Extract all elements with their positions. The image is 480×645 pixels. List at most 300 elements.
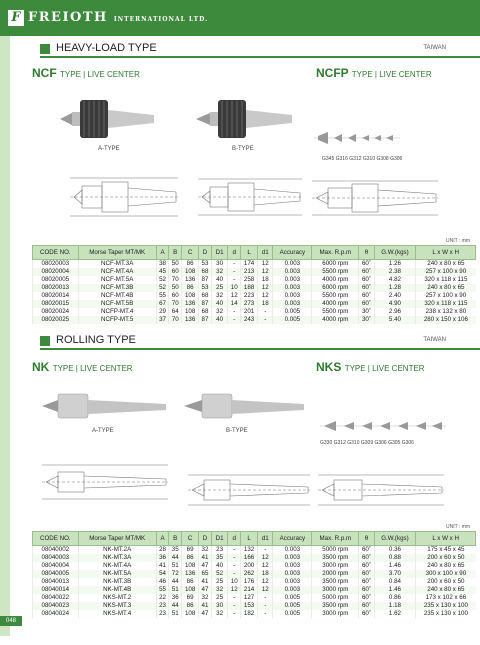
- table-cell: 12: [258, 284, 273, 292]
- table-cell: 136: [182, 276, 199, 284]
- table-cell: 200 x 60 x 50: [416, 554, 476, 562]
- table-cell: 52: [156, 276, 169, 284]
- table-cell: 35: [169, 546, 182, 555]
- column-header: L x W x H: [416, 246, 476, 260]
- table-cell: 29: [156, 308, 169, 316]
- table-cell: 12: [228, 586, 241, 594]
- caption-b-type: B-TYPE: [226, 428, 248, 434]
- table-row: [33, 300, 476, 308]
- table-cell: 1.18: [374, 602, 416, 610]
- table-cell: 280 x 150 x 106: [416, 316, 476, 324]
- table-cell: 12: [258, 586, 273, 594]
- table-row: [33, 292, 476, 300]
- table-cell: 65: [199, 570, 212, 578]
- table-cell: 60˚: [359, 586, 374, 594]
- table-cell: 18: [258, 300, 273, 308]
- table-cell: 40: [211, 300, 228, 308]
- table-cell: 6000 rpm: [312, 260, 359, 269]
- table-row: [33, 578, 476, 586]
- table-cell: 5500 rpm: [312, 268, 359, 276]
- table-cell: NKS-MT.2: [78, 594, 156, 602]
- drawing-b-type: [196, 174, 304, 220]
- table-cell: 1.62: [374, 610, 416, 618]
- table-cell: 38: [156, 260, 169, 269]
- section-title: ROLLING TYPE: [56, 334, 136, 346]
- column-header: L: [241, 246, 258, 260]
- table-cell: NCF-MT.3A: [78, 260, 156, 269]
- section-square-icon: [40, 336, 50, 346]
- table-cell: 5500 rpm: [312, 308, 359, 316]
- table-cell: 320 x 118 x 115: [416, 276, 476, 284]
- table-cell: 52: [211, 570, 228, 578]
- table-cell: 60˚: [359, 562, 374, 570]
- accessory-points-image: [312, 122, 402, 154]
- table-cell: 64: [169, 308, 182, 316]
- table-cell: 86: [182, 260, 199, 269]
- table-cell: 214: [241, 586, 258, 594]
- table-cell: 86: [182, 554, 199, 562]
- table-cell: -: [228, 610, 241, 618]
- table-row: [33, 284, 476, 292]
- table-cell: 0.003: [273, 276, 312, 284]
- table-cell: 3500 rpm: [312, 602, 359, 610]
- table-cell: 108: [182, 268, 199, 276]
- table-cell: 1.46: [374, 562, 416, 570]
- table-cell: 41: [199, 578, 212, 586]
- table-cell: 86: [182, 602, 199, 610]
- table-cell: 4000 rpm: [312, 300, 359, 308]
- table-cell: 60˚: [359, 284, 374, 292]
- table-cell: 08020004: [33, 268, 79, 276]
- brand-name: FREIOTH INTERNATIONAL LTD.: [28, 10, 209, 25]
- table-cell: NK-MT.3B: [78, 578, 156, 586]
- table-cell: 55: [156, 292, 169, 300]
- table-cell: -: [228, 268, 241, 276]
- table-cell: 40: [211, 276, 228, 284]
- table-cell: 0.86: [374, 594, 416, 602]
- table-cell: 174: [241, 260, 258, 269]
- column-header: Max. R.p.m: [312, 532, 359, 546]
- table-cell: 87: [199, 300, 212, 308]
- table-cell: 68: [199, 292, 212, 300]
- table-cell: 69: [182, 546, 199, 555]
- column-header: A: [156, 246, 169, 260]
- table-cell: 223: [241, 292, 258, 300]
- table-cell: 70: [169, 316, 182, 324]
- table-cell: 0.003: [273, 268, 312, 276]
- table-cell: 136: [182, 570, 199, 578]
- table-cell: 0.84: [374, 578, 416, 586]
- table-cell: 273: [241, 300, 258, 308]
- table-cell: 67: [156, 300, 169, 308]
- table-cell: NCF-MT.5B: [78, 300, 156, 308]
- model-heading-ncfp: NCFP TYPE | LIVE CENTER: [316, 66, 432, 80]
- column-header: θ: [359, 532, 374, 546]
- table-cell: 238 x 132 x 80: [416, 308, 476, 316]
- table-cell: -: [228, 276, 241, 284]
- table-cell: 3500 rpm: [312, 578, 359, 586]
- table-cell: 243: [241, 316, 258, 324]
- table-cell: 14: [228, 300, 241, 308]
- table-cell: 35: [211, 554, 228, 562]
- section-header-heavy-load: [40, 42, 480, 58]
- column-header: d: [228, 246, 241, 260]
- table-cell: 08040014: [33, 586, 79, 594]
- column-header: d: [228, 532, 241, 546]
- table-cell: 32: [211, 308, 228, 316]
- table-row: [33, 562, 476, 570]
- table-row: [33, 276, 476, 284]
- table-cell: 0.005: [273, 610, 312, 618]
- column-header: CODE NO.: [33, 532, 79, 546]
- table-cell: 182: [241, 610, 258, 618]
- table-cell: NKS-MT.3: [78, 602, 156, 610]
- table-cell: 235 x 130 x 100: [416, 610, 476, 618]
- table-cell: 51: [169, 562, 182, 570]
- table-cell: NCF-MT.3B: [78, 284, 156, 292]
- table-cell: 41: [199, 602, 212, 610]
- table-cell: 60˚: [359, 292, 374, 300]
- table-cell: 0.003: [273, 546, 312, 555]
- drawing-nk-a: [40, 460, 170, 504]
- table-cell: 10: [228, 284, 241, 292]
- column-header: Morse Taper MT/MK: [78, 246, 156, 260]
- table-cell: 32: [199, 546, 212, 555]
- section-square-icon: [40, 44, 50, 54]
- table-cell: 0.36: [374, 546, 416, 555]
- table-cell: -: [258, 546, 273, 555]
- column-header: D1: [211, 246, 228, 260]
- column-header: Accuracy: [273, 246, 312, 260]
- table-cell: 0.003: [273, 292, 312, 300]
- drawing-ncfp: [310, 176, 440, 220]
- table-cell: 132: [241, 546, 258, 555]
- drawing-nk-b: [186, 470, 312, 510]
- table-cell: 60˚: [359, 268, 374, 276]
- table-header-row: [33, 532, 476, 546]
- table-cell: 3000 rpm: [312, 562, 359, 570]
- column-header: G.W.(kgs): [374, 532, 416, 546]
- table-cell: NK-MT.5A: [78, 570, 156, 578]
- column-header: B: [169, 246, 182, 260]
- table-cell: 136: [182, 300, 199, 308]
- table-cell: 40: [211, 562, 228, 570]
- table-cell: 136: [182, 316, 199, 324]
- table-cell: 08040002: [33, 546, 79, 555]
- table-cell: 51: [169, 610, 182, 618]
- table-cell: 08040004: [33, 562, 79, 570]
- table-cell: 69: [182, 594, 199, 602]
- model-heading-nk: NK TYPE | LIVE CENTER: [32, 360, 133, 374]
- table-cell: 30: [211, 260, 228, 269]
- caption-a-type: A-TYPE: [98, 146, 120, 152]
- table-cell: 30: [211, 602, 228, 610]
- table-cell: 51: [169, 586, 182, 594]
- table-cell: NK-MT.2A: [78, 546, 156, 555]
- section-tag: TAIWAN: [423, 45, 446, 51]
- table-cell: 40: [211, 316, 228, 324]
- table-cell: 70: [169, 300, 182, 308]
- table-cell: 240 x 80 x 65: [416, 562, 476, 570]
- table-cell: 153: [241, 602, 258, 610]
- table-cell: 23: [156, 610, 169, 618]
- table-cell: 3500 rpm: [312, 554, 359, 562]
- table-cell: NK-MT.3A: [78, 554, 156, 562]
- table-cell: 4.82: [374, 276, 416, 284]
- table-header-row: [33, 246, 476, 260]
- table-cell: 08040023: [33, 602, 79, 610]
- table-cell: 0.88: [374, 554, 416, 562]
- table-cell: 08020003: [33, 260, 79, 269]
- table-cell: 240 x 80 x 65: [416, 586, 476, 594]
- table-cell: 12: [258, 562, 273, 570]
- unit-label: UNIT : mm: [446, 524, 471, 530]
- table-cell: 41: [156, 562, 169, 570]
- model-heading-nks: NKS TYPE | LIVE CENTER: [316, 360, 425, 374]
- table-cell: NCF-MT.5A: [78, 276, 156, 284]
- table-cell: 262: [241, 570, 258, 578]
- brand-header: [0, 0, 480, 36]
- table-cell: 258: [241, 276, 258, 284]
- table-row: [33, 546, 476, 555]
- side-stripe: [0, 36, 10, 636]
- column-header: C: [182, 246, 199, 260]
- table-cell: 5500 rpm: [312, 292, 359, 300]
- table-cell: 240 x 80 x 65: [416, 260, 476, 269]
- table-cell: 23: [156, 602, 169, 610]
- table-cell: 3.70: [374, 570, 416, 578]
- table-cell: 70: [169, 276, 182, 284]
- table-cell: 32: [211, 586, 228, 594]
- table-cell: 2.96: [374, 308, 416, 316]
- table-cell: 4000 rpm: [312, 276, 359, 284]
- table-cell: 08020013: [33, 284, 79, 292]
- table-cell: -: [258, 594, 273, 602]
- table-cell: 30˚: [359, 308, 374, 316]
- table-cell: 201: [241, 308, 258, 316]
- table-cell: 50: [169, 284, 182, 292]
- table-cell: 60˚: [359, 554, 374, 562]
- table-cell: 1.28: [374, 284, 416, 292]
- table-cell: -: [258, 610, 273, 618]
- table-cell: 53: [199, 260, 212, 269]
- table-cell: 108: [182, 610, 199, 618]
- table-cell: NCF-MT.4B: [78, 292, 156, 300]
- table-cell: 6000 rpm: [312, 284, 359, 292]
- table-cell: 68: [199, 308, 212, 316]
- table-cell: 68: [199, 268, 212, 276]
- table-cell: 36: [156, 554, 169, 562]
- table-cell: 60˚: [359, 602, 374, 610]
- table-cell: 08020024: [33, 308, 79, 316]
- table-cell: 320 x 118 x 115: [416, 300, 476, 308]
- table-row: [33, 586, 476, 594]
- table-cell: -: [228, 594, 241, 602]
- table-cell: 1.26: [374, 260, 416, 269]
- table-row: [33, 316, 476, 324]
- table-row: [33, 554, 476, 562]
- table-cell: 108: [182, 586, 199, 594]
- drawing-nks: [316, 470, 446, 510]
- table-cell: 60: [169, 292, 182, 300]
- table-cell: 2.38: [374, 268, 416, 276]
- rolling-accessory-image: [318, 412, 448, 438]
- table-cell: 1.46: [374, 586, 416, 594]
- table-cell: 32: [211, 610, 228, 618]
- table-cell: 18: [258, 570, 273, 578]
- table-cell: 47: [199, 562, 212, 570]
- table-cell: 0.003: [273, 260, 312, 269]
- table-cell: 0.005: [273, 316, 312, 324]
- table-cell: 47: [199, 610, 212, 618]
- table-cell: -: [258, 316, 273, 324]
- table-cell: 37: [156, 316, 169, 324]
- table-cell: 32: [199, 594, 212, 602]
- table-cell: 86: [182, 578, 199, 586]
- table-cell: 12: [228, 292, 241, 300]
- table-cell: 166: [241, 554, 258, 562]
- table-cell: 60˚: [359, 276, 374, 284]
- drawing-a-type: [68, 172, 180, 222]
- table-cell: 08020005: [33, 276, 79, 284]
- table-row: [33, 570, 476, 578]
- table-cell: 44: [169, 554, 182, 562]
- table-cell: -: [228, 570, 241, 578]
- table-cell: 32: [211, 268, 228, 276]
- table-row: [33, 602, 476, 610]
- table-row: [33, 594, 476, 602]
- table-cell: -: [258, 602, 273, 610]
- table-cell: 45: [156, 268, 169, 276]
- table-cell: 54: [156, 570, 169, 578]
- column-header: d1: [258, 532, 273, 546]
- table-cell: 52: [156, 284, 169, 292]
- table-cell: 127: [241, 594, 258, 602]
- column-header: CODE NO.: [33, 246, 79, 260]
- table-cell: -: [228, 602, 241, 610]
- table-cell: 213: [241, 268, 258, 276]
- model-heading-ncf: NCF TYPE | LIVE CENTER: [32, 66, 140, 80]
- table-cell: 46: [156, 578, 169, 586]
- table-cell: -: [228, 554, 241, 562]
- section-title: HEAVY-LOAD TYPE: [56, 42, 157, 54]
- table-cell: 41: [199, 554, 212, 562]
- table-cell: 108: [182, 308, 199, 316]
- rolling-center-image-b: [182, 386, 308, 426]
- table-cell: 5.40: [374, 316, 416, 324]
- table-cell: 08040022: [33, 594, 79, 602]
- table-cell: 0.003: [273, 578, 312, 586]
- table-cell: 12: [258, 260, 273, 269]
- accessory-codes: G330 G312 G310 G309 G306 G305 G306: [320, 440, 414, 446]
- table-cell: 0.003: [273, 570, 312, 578]
- column-header: d1: [258, 246, 273, 260]
- table-cell: 08040003: [33, 554, 79, 562]
- column-header: Morse Taper MT/MK: [78, 532, 156, 546]
- table-row: [33, 260, 476, 269]
- column-header: A: [156, 532, 169, 546]
- table-cell: 257 x 100 x 90: [416, 268, 476, 276]
- table-cell: 60˚: [359, 260, 374, 269]
- table-cell: 87: [199, 276, 212, 284]
- table-cell: 0.003: [273, 300, 312, 308]
- table-cell: 173 x 102 x 66: [416, 594, 476, 602]
- table-cell: 87: [199, 316, 212, 324]
- page-number: 048: [0, 616, 22, 626]
- table-cell: 86: [182, 284, 199, 292]
- column-header: G.W.(kgs): [374, 246, 416, 260]
- table-cell: 53: [199, 284, 212, 292]
- table-cell: -: [228, 546, 241, 555]
- brand-logo-icon: F: [8, 10, 24, 26]
- spec-table-heavy-load: [32, 245, 476, 324]
- section-header-rolling: [40, 334, 480, 350]
- table-cell: 175 x 45 x 45: [416, 546, 476, 555]
- table-cell: 55: [156, 586, 169, 594]
- table-cell: 10: [228, 578, 241, 586]
- table-cell: 25: [211, 578, 228, 586]
- table-cell: 0.005: [273, 308, 312, 316]
- table-cell: 08020014: [33, 292, 79, 300]
- table-cell: -: [228, 308, 241, 316]
- table-cell: -: [228, 316, 241, 324]
- table-cell: 23: [211, 546, 228, 555]
- table-cell: 108: [182, 562, 199, 570]
- table-cell: 25: [211, 284, 228, 292]
- table-cell: 12: [258, 578, 273, 586]
- column-header: L x W x H: [416, 532, 476, 546]
- table-cell: NK-MT.4B: [78, 586, 156, 594]
- table-cell: 2.40: [374, 292, 416, 300]
- table-cell: 60˚: [359, 578, 374, 586]
- column-header: L: [241, 532, 258, 546]
- table-row: [33, 610, 476, 618]
- table-cell: NCFP-MT.5: [78, 316, 156, 324]
- table-cell: 0.003: [273, 586, 312, 594]
- table-cell: 60: [169, 268, 182, 276]
- table-cell: 0.003: [273, 562, 312, 570]
- column-header: Max. R.p.m: [312, 246, 359, 260]
- table-cell: 5000 rpm: [312, 546, 359, 555]
- table-cell: -: [258, 308, 273, 316]
- table-cell: 257 x 100 x 90: [416, 292, 476, 300]
- table-cell: 50: [169, 260, 182, 269]
- column-header: D1: [211, 532, 228, 546]
- table-cell: 36: [169, 594, 182, 602]
- table-cell: 32: [211, 292, 228, 300]
- table-cell: 08040005: [33, 570, 79, 578]
- table-cell: 5000 rpm: [312, 594, 359, 602]
- column-header: D: [199, 532, 212, 546]
- table-cell: 08040013: [33, 578, 79, 586]
- table-cell: -: [228, 562, 241, 570]
- table-cell: 0.005: [273, 594, 312, 602]
- table-cell: 72: [169, 570, 182, 578]
- table-cell: NK-MT.4A: [78, 562, 156, 570]
- table-cell: 4.90: [374, 300, 416, 308]
- table-cell: 4000 rpm: [312, 316, 359, 324]
- table-cell: 60˚: [359, 594, 374, 602]
- table-cell: 3000 rpm: [312, 610, 359, 618]
- table-cell: 200 x 60 x 50: [416, 578, 476, 586]
- table-cell: 3000 rpm: [312, 586, 359, 594]
- table-cell: 30˚: [359, 316, 374, 324]
- table-cell: 44: [169, 578, 182, 586]
- table-cell: 12: [258, 292, 273, 300]
- table-cell: 60˚: [359, 300, 374, 308]
- table-cell: NKS-MT.4: [78, 610, 156, 618]
- table-row: [33, 268, 476, 276]
